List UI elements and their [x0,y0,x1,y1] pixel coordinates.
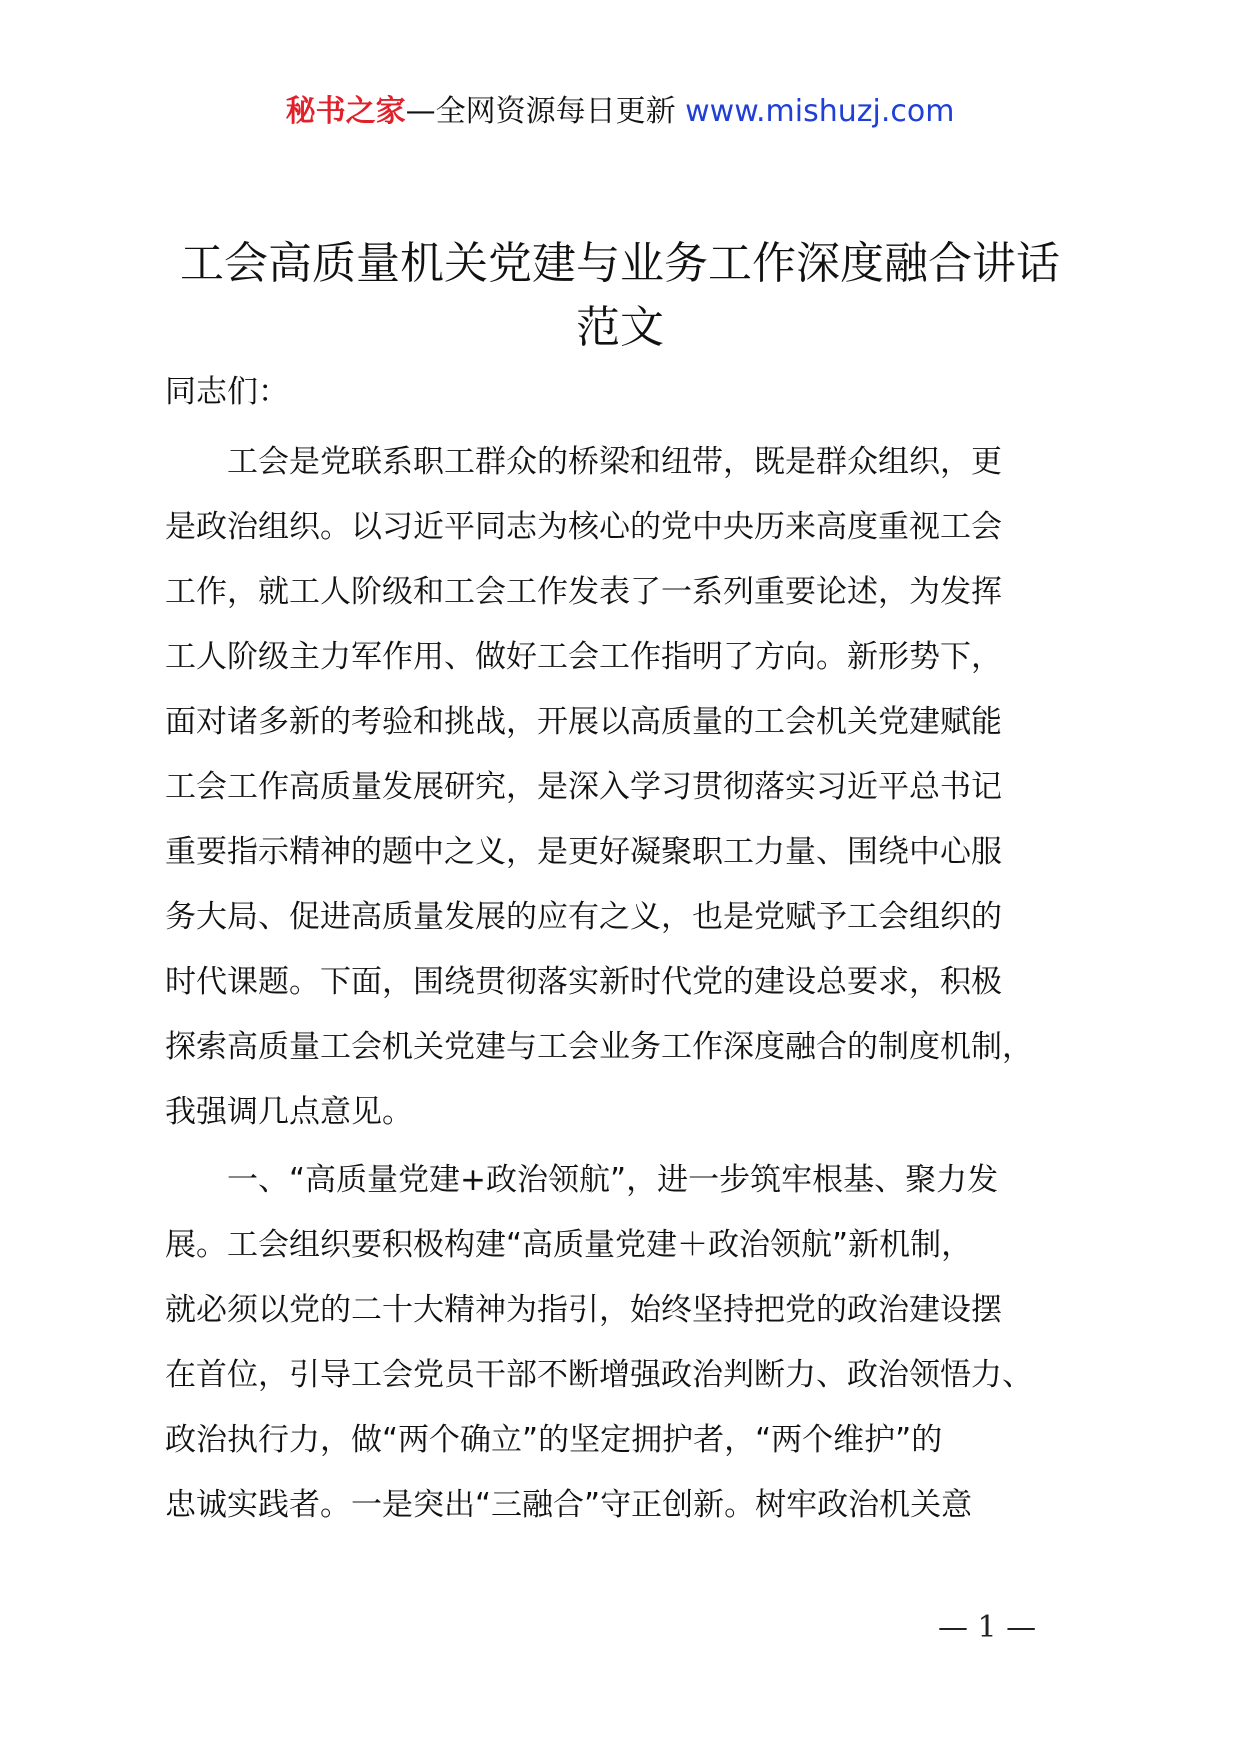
site-header [0,92,1240,132]
page-number: — 1 — [938,1610,1037,1645]
text-line: 重要指示精神的题中之义，是更好凝聚职工力量、围绕中心服 [165,834,1002,870]
title-line: 工会高质量机关党建与业务工作深度融合讲话 [180,238,1060,289]
text-line: 就必须以党的二十大精神为指引，始终坚持把党的政治建设摆 [165,1292,1002,1328]
text-line: 工会工作高质量发展研究，是深入学习贯彻落实习近平总书记 [165,769,1002,805]
text-line: 工作，就工人阶级和工会工作发表了一系列重要论述，为发挥 [165,574,1002,610]
paragraph-1 [165,430,1125,1145]
text-line: 是政治组织。以习近平同志为核心的党中央历来高度重视工会 [165,509,1002,545]
document-title [150,232,1090,360]
brand-name: 秘书之家 [285,94,406,129]
text-line: 务大局、促进高质量发展的应有之义，也是党赋予工会组织的 [165,899,1002,935]
text-line: 政治执行力，做“两个确立”的坚定拥护者，“两个维护”的 [165,1422,943,1458]
text-line: 工人阶级主力军作用、做好工会工作指明了方向。新形势下， [165,639,1002,675]
text-line: 在首位，引导工会党员干部不断增强政治判断力、政治领悟力、 [165,1357,1033,1393]
text-line: 探索高质量工会机关党建与工会业务工作深度融合的制度机制， [165,1029,1033,1065]
site-url-link[interactable]: www.mishuzj.com [685,94,955,129]
paragraph-2 [165,1148,1125,1538]
header-tagline: —全网资源每日更新 [405,94,676,129]
text-line: 面对诸多新的考验和挑战，开展以高质量的工会机关党建赋能 [165,704,1002,740]
salutation: 同志们： [165,374,289,410]
text-line: 我强调几点意见。 [165,1094,413,1130]
text-line: 工会是党联系职工群众的桥梁和纽带，既是群众组织，更 [227,444,1002,480]
text-line: 展。工会组织要积极构建“高质量党建＋政治领航”新机制， [165,1227,973,1263]
text-line: 忠诚实践者。一是突出“三融合”守正创新。树牢政治机关意 [165,1487,973,1523]
title-line: 范文 [576,302,664,353]
text-line: 时代课题。下面，围绕贯彻落实新时代党的建设总要求，积极 [165,964,1002,1000]
text-line: 一、“高质量党建+政治领航”，进一步筑牢根基、聚力发 [227,1162,999,1198]
